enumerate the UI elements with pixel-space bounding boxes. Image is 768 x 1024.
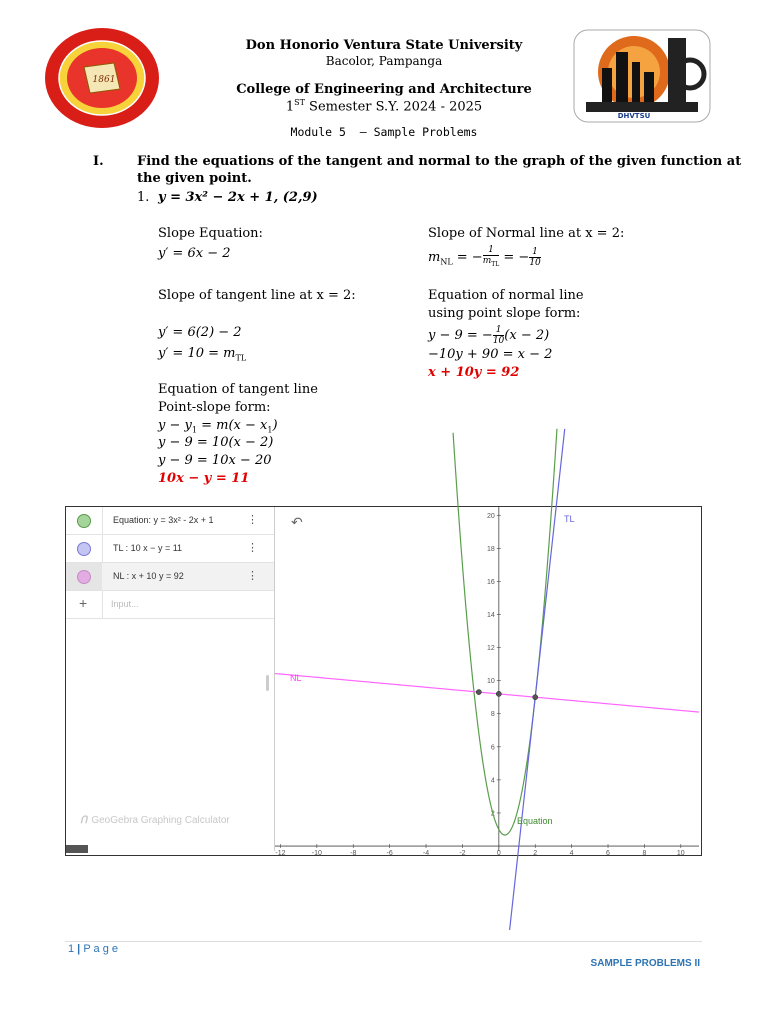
frac1-num: 1 — [483, 245, 500, 256]
x-tick-label: 4 — [569, 850, 574, 858]
slope-tangent-label: Slope of tangent line at x = 2: — [158, 288, 356, 303]
slope-equation-label: Slope Equation: — [158, 226, 263, 241]
fraction-1-over-mtl — [483, 245, 500, 270]
university-name: Don Honorio Ventura State University — [245, 38, 523, 53]
y-tick-label: 2 — [490, 810, 495, 818]
page-word: P a g e — [83, 943, 118, 955]
frac1-den-main: m — [482, 256, 492, 266]
tangent-step-2-main: y′ = 10 = m — [158, 346, 236, 361]
frac1-den — [483, 256, 500, 270]
y-tick-label: 14 — [487, 612, 495, 619]
college-name: College of Engineering and Architecture — [236, 82, 532, 97]
nl-step1-b: (x − 2) — [504, 328, 550, 343]
nl-step1-num: 1 — [493, 325, 504, 336]
psf-end: ) — [272, 418, 278, 433]
x-tick-label: -8 — [350, 850, 357, 858]
university-seal-logo — [44, 27, 162, 129]
problem-statement: y = 3x² − 2x + 1, (2,9) — [158, 190, 318, 205]
nl-lhs-sub: NL — [440, 257, 453, 267]
algebra-input-row[interactable] — [66, 591, 274, 619]
graphics-view[interactable] — [275, 507, 699, 858]
point-slope-label: Point-slope form: — [158, 400, 271, 415]
nl-step1-a: y − 9 = − — [428, 328, 493, 343]
equation-graph-label: Equation — [517, 816, 553, 826]
nl-step1-den: 10 — [492, 336, 505, 346]
page-sep: | — [74, 943, 84, 955]
nl-graph-label: NL — [290, 673, 302, 683]
undo-icon[interactable]: ↶ — [291, 515, 303, 531]
y-tick-label: 8 — [490, 711, 495, 719]
psf-main: y − y — [158, 418, 192, 433]
semester-num: 1 — [285, 99, 295, 115]
y-tick-label: 12 — [487, 645, 495, 653]
equation-menu-icon[interactable]: ⋮ — [247, 514, 258, 526]
geogebra-branding — [80, 815, 230, 826]
point-slope-formula — [158, 418, 278, 435]
nl-eq2: = − — [499, 249, 530, 265]
nl-lhs: m — [428, 249, 441, 265]
intersection-point-1[interactable] — [476, 689, 481, 694]
footer-divider — [65, 941, 702, 942]
psf-mid: = m(x − x — [196, 418, 268, 433]
fraction-1-over-10-b — [493, 325, 504, 346]
y-tick-label: 10 — [487, 678, 495, 686]
intersection-point-2[interactable] — [496, 691, 501, 696]
normal-slope-equation — [428, 245, 541, 270]
nl-label: NL : x + 10 y = 92 — [113, 571, 184, 581]
x-tick-label: -12 — [275, 850, 286, 858]
tangent-step-2 — [158, 346, 246, 363]
slope-equation: y′ = 6x − 2 — [158, 246, 231, 261]
nl-eq: = − — [452, 249, 483, 265]
y-tick-label: 20 — [487, 512, 495, 520]
algebra-row-tl[interactable] — [66, 535, 274, 563]
algebra-view — [66, 507, 275, 851]
panel-resize-handle[interactable] — [266, 675, 269, 691]
university-location: Bacolor, Pampanga — [325, 54, 443, 68]
semester-line — [150, 98, 618, 114]
problem-number: 1. — [137, 190, 150, 205]
normal-step-1 — [428, 325, 549, 346]
series-equation-line[interactable] — [453, 429, 557, 835]
x-tick-label: 2 — [533, 850, 538, 858]
section-numeral: I. — [93, 154, 104, 169]
tl-graph-label: TL — [564, 514, 575, 524]
page-num: 1 — [68, 943, 75, 955]
algebra-row-nl[interactable] — [66, 563, 274, 591]
tangent-step-3: y − 9 = 10(x − 2) — [158, 435, 274, 450]
tl-menu-icon[interactable]: ⋮ — [247, 542, 258, 554]
equation-visibility-dot[interactable] — [77, 514, 91, 528]
normal-answer: x + 10y = 92 — [428, 365, 520, 380]
nl-menu-icon[interactable]: ⋮ — [247, 570, 258, 582]
page-number — [68, 943, 118, 955]
x-tick-label: -6 — [386, 850, 393, 858]
x-tick-label: -4 — [422, 850, 430, 858]
semester-sup: ST — [294, 98, 305, 107]
y-tick-label: 16 — [487, 578, 495, 586]
fraction-1-over-10 — [529, 247, 540, 268]
psf-sub1: 1 — [191, 425, 197, 435]
instruction-line1: Find the equations of the tangent and normal to the graph of the given function at — [137, 154, 742, 169]
x-tick-label: 10 — [676, 850, 685, 858]
geogebra-logo-icon: ᑎ — [80, 815, 88, 826]
input-placeholder[interactable]: Input... — [111, 599, 139, 609]
y-tick-label: 4 — [490, 777, 495, 785]
semester-rest: Semester S.Y. 2024 - 2025 — [304, 99, 483, 115]
keyboard-icon[interactable] — [66, 845, 88, 853]
module-title: Module 5 – Sample Problems — [290, 125, 478, 139]
x-tick-label: 8 — [642, 850, 647, 858]
normal-equation-label: Equation of normal line — [428, 288, 584, 303]
slope-normal-label: Slope of Normal line at x = 2: — [428, 226, 625, 241]
tangent-step-1: y′ = 6(2) − 2 — [158, 325, 242, 340]
tl-label: TL : 10 x − y = 11 — [113, 543, 183, 553]
seal-year: 1861 — [92, 75, 116, 85]
x-tick-label: 0 — [496, 850, 501, 858]
tangent-step-2-sub: TL — [235, 353, 247, 363]
logo-text: DHVTSU — [617, 112, 651, 120]
psf-sub2: 1 — [267, 425, 273, 435]
x-tick-label: -2 — [459, 850, 466, 858]
frac2-den: 10 — [529, 257, 541, 268]
frac2-num: 1 — [529, 247, 540, 258]
add-icon[interactable]: + — [79, 595, 88, 611]
normal-point-slope-label: using point slope form: — [428, 306, 581, 321]
algebra-row-equation[interactable] — [66, 507, 274, 535]
equation-label: Equation: y = 3x² - 2x + 1 — [113, 515, 214, 525]
x-tick-label: 6 — [606, 850, 610, 858]
intersection-point-3[interactable] — [533, 695, 538, 700]
frac1-den-sub: TL — [491, 260, 500, 268]
tangent-equation-label: Equation of tangent line — [158, 382, 318, 397]
y-tick-label: 18 — [487, 545, 495, 553]
instruction-line2: the given point. — [137, 171, 252, 186]
x-tick-label: -10 — [311, 850, 322, 858]
y-tick-label: 6 — [490, 744, 495, 752]
tangent-step-4: y − 9 = 10x − 20 — [158, 453, 272, 468]
geogebra-window — [65, 506, 702, 856]
normal-step-2: −10y + 90 = x − 2 — [428, 347, 553, 362]
tangent-answer: 10x − y = 11 — [158, 471, 250, 486]
footer-title: SAMPLE PROBLEMS II — [590, 958, 700, 969]
tl-visibility-dot[interactable] — [77, 542, 91, 556]
geogebra-app-name: GeoGebra Graphing Calculator — [91, 815, 230, 826]
